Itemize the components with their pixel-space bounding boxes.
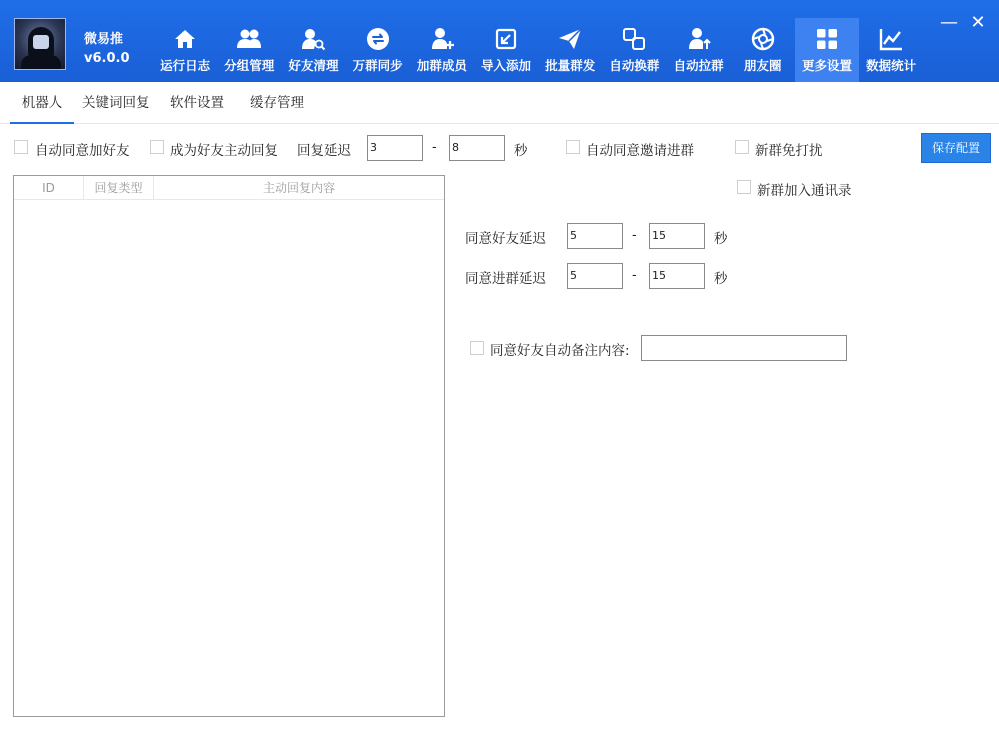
nav-label: 导入添加 (481, 58, 532, 73)
accept-friend-delay-max-input[interactable]: 15 (649, 223, 705, 249)
sync-icon (365, 26, 391, 52)
app-name: 微易推 (84, 32, 124, 47)
nav-auto-switch-group[interactable] (602, 18, 666, 82)
nav-label: 自动拉群 (673, 58, 724, 73)
new-group-no-disturb-checkbox[interactable] (735, 140, 749, 154)
app-logo (14, 18, 66, 70)
chart-icon (878, 26, 904, 52)
nav-import-add[interactable] (474, 18, 538, 82)
accept-friend-remark-input[interactable] (641, 335, 847, 361)
grid-icon (814, 26, 840, 52)
table-header (14, 176, 444, 200)
sub-tabs (0, 82, 999, 124)
nav-label: 更多设置 (801, 58, 852, 73)
nav-data-stats[interactable] (859, 18, 923, 82)
seconds-unit: 秒 (714, 271, 728, 287)
column-header-reply-content[interactable]: 主动回复内容 (262, 181, 335, 195)
save-config-button[interactable]: 保存配置 (921, 133, 991, 163)
nav-label: 分组管理 (224, 58, 275, 73)
range-dash: - (432, 140, 437, 155)
nav-more-settings[interactable] (795, 18, 859, 82)
home-icon (172, 26, 198, 52)
user-add-icon (429, 26, 455, 52)
accept-friend-remark-label: 同意好友自动备注内容: (490, 343, 630, 359)
auto-accept-friend-label: 自动同意加好友 (35, 143, 130, 159)
accept-group-delay-label: 同意进群延迟 (465, 271, 546, 287)
nav-label: 数据统计 (866, 58, 917, 73)
seconds-unit: 秒 (714, 231, 728, 247)
nav-label: 运行日志 (160, 58, 211, 73)
send-icon (557, 26, 583, 52)
auto-accept-invite-label: 自动同意邀请进群 (586, 143, 694, 159)
user-up-icon (686, 26, 712, 52)
app-version: v6.0.0 (84, 51, 130, 66)
auto-reply-table (13, 175, 445, 717)
nav-label: 万群同步 (352, 58, 403, 73)
column-header-reply-type[interactable]: 回复类型 (84, 176, 154, 200)
user-search-icon (300, 26, 326, 52)
range-dash: - (632, 268, 637, 283)
accept-friend-delay-label: 同意好友延迟 (465, 231, 546, 247)
nav-group-manage[interactable] (217, 18, 281, 82)
top-toolbar (0, 0, 999, 82)
reply-delay-label: 回复延迟 (297, 143, 351, 159)
tab-cache-manage[interactable]: 缓存管理 (250, 95, 304, 111)
group-icon (236, 26, 262, 52)
new-group-add-contacts-checkbox[interactable] (737, 180, 751, 194)
auto-reply-on-friend-label: 成为好友主动回复 (170, 143, 278, 159)
accept-group-delay-min-input[interactable]: 5 (567, 263, 623, 289)
nav-group-sync[interactable] (346, 18, 410, 82)
aperture-icon (750, 26, 776, 52)
nav-friend-clean[interactable] (281, 18, 345, 82)
main-nav (153, 18, 923, 82)
nav-auto-pull-group[interactable] (667, 18, 731, 82)
seconds-unit: 秒 (514, 143, 528, 159)
tab-software-settings[interactable]: 软件设置 (170, 95, 224, 111)
close-button[interactable]: ✕ (970, 12, 986, 33)
tab-keyword-reply[interactable]: 关键词回复 (82, 95, 150, 111)
accept-group-delay-max-input[interactable]: 15 (649, 263, 705, 289)
nav-add-group-members[interactable] (410, 18, 474, 82)
accept-friend-delay-min-input[interactable]: 5 (567, 223, 623, 249)
import-icon (493, 26, 519, 52)
column-header-id[interactable]: ID (14, 176, 84, 200)
nav-label: 好友清理 (288, 58, 339, 73)
new-group-add-contacts-label: 新群加入通讯录 (757, 183, 852, 199)
nav-label: 批量群发 (545, 58, 596, 73)
auto-reply-on-friend-checkbox[interactable] (150, 140, 164, 154)
swap-icon (621, 26, 647, 52)
reply-delay-min-input[interactable]: 3 (367, 135, 423, 161)
tab-robot[interactable]: 机器人 (10, 82, 74, 124)
nav-label: 自动换群 (609, 58, 660, 73)
range-dash: - (632, 228, 637, 243)
auto-accept-invite-checkbox[interactable] (566, 140, 580, 154)
nav-label: 朋友圈 (744, 58, 782, 73)
nav-run-log[interactable] (153, 18, 217, 82)
nav-label: 加群成员 (416, 58, 467, 73)
minimize-button[interactable]: — (940, 12, 958, 33)
auto-accept-friend-checkbox[interactable] (14, 140, 28, 154)
nav-moments[interactable] (731, 18, 795, 82)
accept-friend-remark-checkbox[interactable] (470, 341, 484, 355)
nav-bulk-send[interactable] (538, 18, 602, 82)
new-group-no-disturb-label: 新群免打扰 (755, 143, 823, 159)
reply-delay-max-input[interactable]: 8 (449, 135, 505, 161)
